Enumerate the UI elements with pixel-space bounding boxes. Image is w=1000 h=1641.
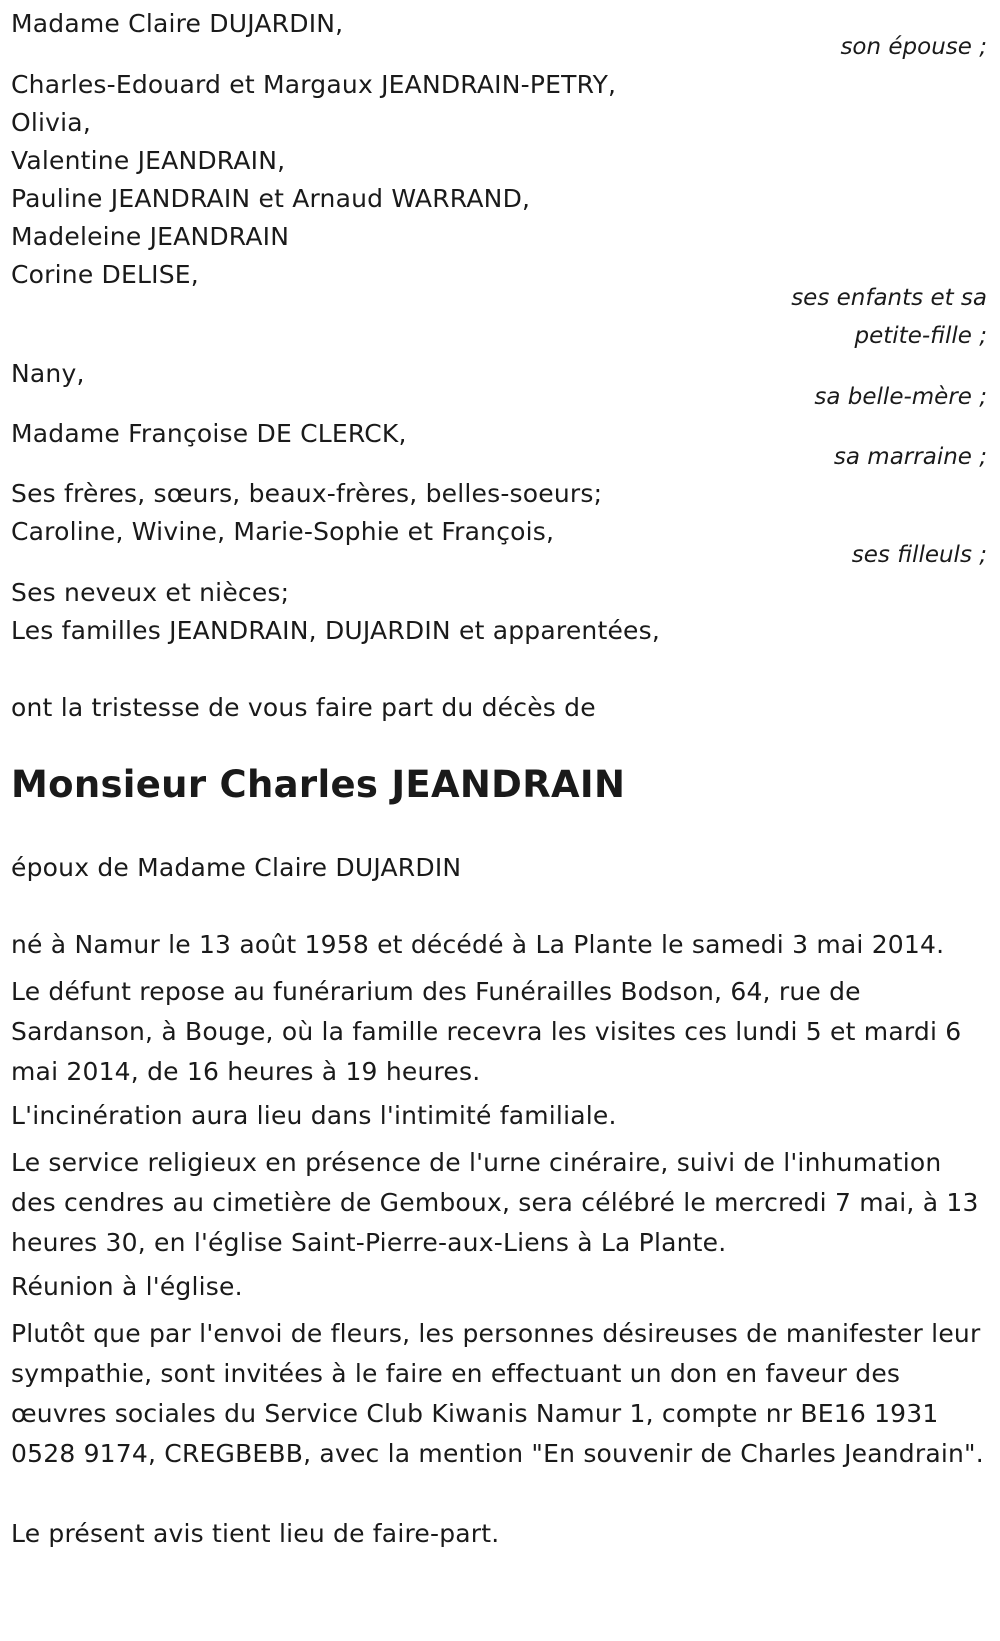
meeting-paragraph: Réunion à l'église. <box>11 1272 243 1301</box>
families-line: Les familles JEANDRAIN, DUJARDIN et apparentées, <box>11 616 660 645</box>
child-name: Charles-Edouard et Margaux JEANDRAIN-PETRY, <box>11 70 617 99</box>
child-name: Olivia, <box>11 108 91 137</box>
children-relation-line1: ses enfants et sa <box>791 285 987 311</box>
birth-death-paragraph: né à Namur le 13 août 1958 et décédé à La Plante le samedi 3 mai 2014. <box>11 930 945 959</box>
donation-paragraph: Plutôt que par l'envoi de fleurs, les personnes désireuses de manifester leur sympathie, sont invitées à le faire en effectuant un don en faveur des œuvres sociales du Service Club Kiwanis Namur 1, compte nr BE16 1931 0528 9174, CREGBEBB, avec la mention "En souvenir de Charles Jeandrain". <box>11 1319 984 1468</box>
godmother-name: Madame Françoise DE CLERCK, <box>11 419 407 448</box>
child-name: Valentine JEANDRAIN, <box>11 146 286 175</box>
announcement-text: ont la tristesse de vous faire part du décès de <box>11 693 596 722</box>
mother-in-law-name: Nany, <box>11 359 85 388</box>
deceased-name: Monsieur Charles JEANDRAIN <box>11 763 626 806</box>
service-paragraph: Le service religieux en présence de l'urne cinéraire, suivi de l'inhumation des cendres au cimetière de Gemboux, sera célébré le mercredi 7 mai, à 13 heures 30, en l'église Saint-Pierre-aux-Liens à La Plante. <box>11 1148 979 1257</box>
nephews-line: Ses neveux et nièces; <box>11 578 290 607</box>
child-name: Madeleine JEANDRAIN <box>11 222 290 251</box>
godchildren-line: Caroline, Wivine, Marie-Sophie et François, <box>11 517 555 546</box>
notice-paragraph: Le présent avis tient lieu de faire-part. <box>11 1519 500 1548</box>
godchildren-relation: ses filleuls ; <box>851 542 987 568</box>
child-name: Pauline JEANDRAIN et Arnaud WARRAND, <box>11 184 531 213</box>
children-relation-line2: petite-fille ; <box>854 323 987 349</box>
funerarium-paragraph: Le défunt repose au funérarium des Funérailles Bodson, 64, rue de Sardanson, à Bouge, où la famille recevra les visites ces lundi 5 et mardi 6 mai 2014, de 16 heures à 19 heures. <box>11 977 962 1086</box>
spouse-of-text: époux de Madame Claire DUJARDIN <box>11 853 462 882</box>
mother-in-law-relation: sa belle-mère ; <box>814 384 987 410</box>
spouse-name: Madame Claire DUJARDIN, <box>11 9 344 38</box>
child-name: Corine DELISE, <box>11 260 199 289</box>
spouse-relation: son épouse ; <box>840 34 987 60</box>
siblings-line: Ses frères, sœurs, beaux-frères, belles-soeurs; <box>11 479 603 508</box>
cremation-paragraph: L'incinération aura lieu dans l'intimité familiale. <box>11 1101 617 1130</box>
godmother-relation: sa marraine ; <box>833 444 987 470</box>
